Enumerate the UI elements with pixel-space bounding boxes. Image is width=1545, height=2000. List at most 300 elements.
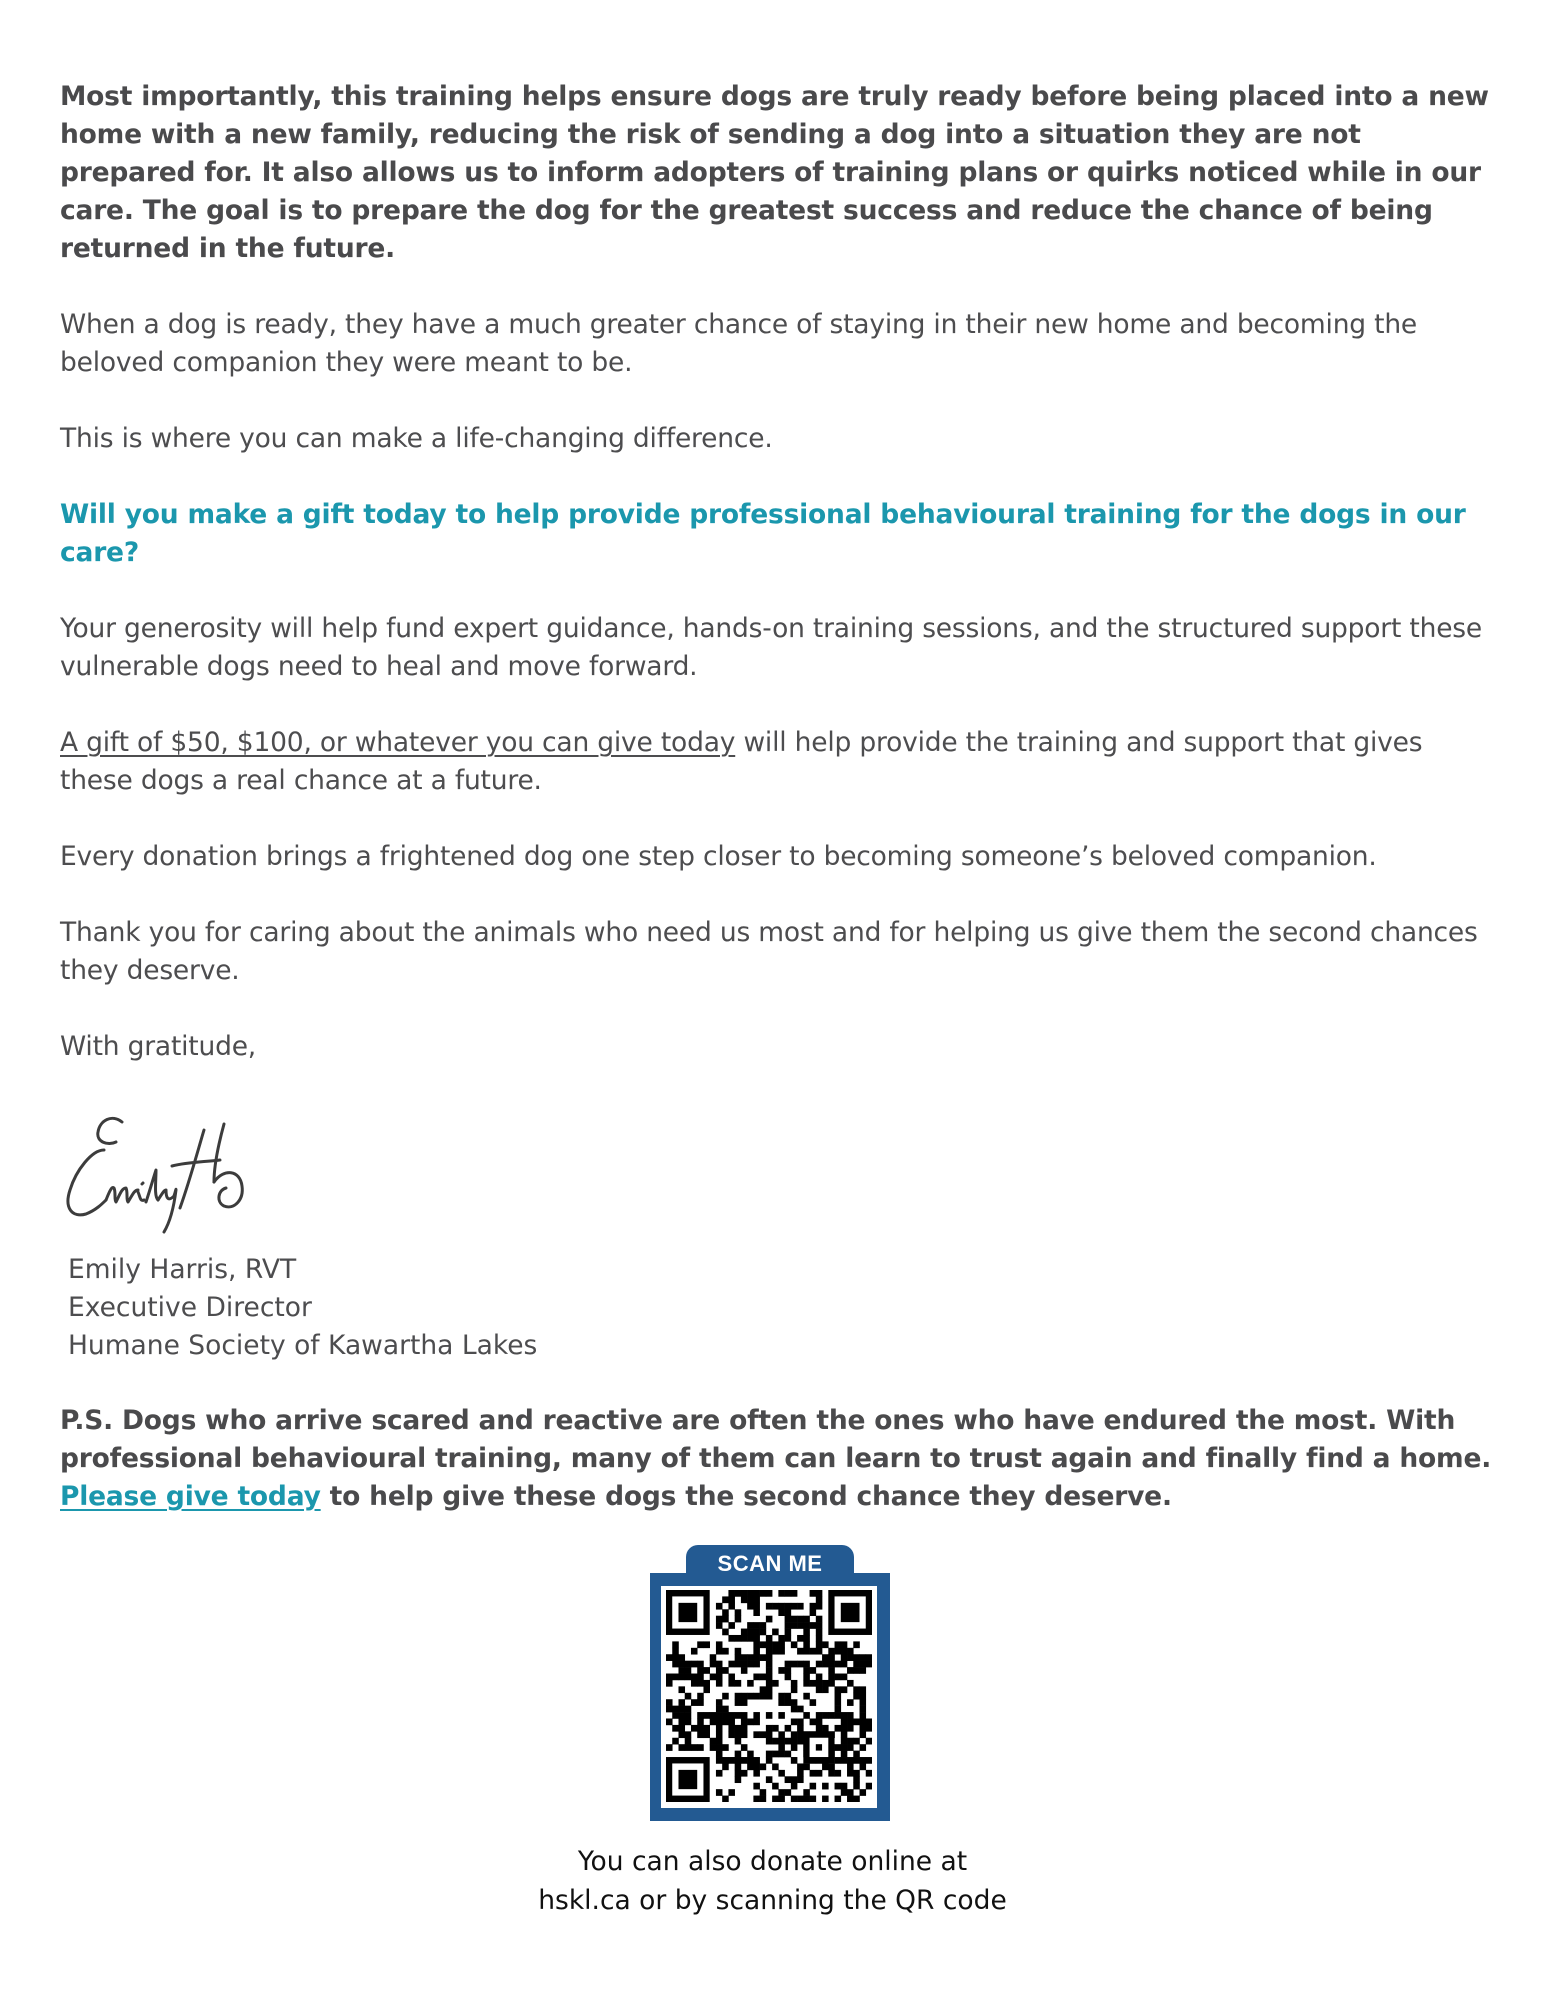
paragraph-ready: When a dog is ready, they have a much greater chance of staying in their new home and becoming the beloved companion they were meant to be. — [60, 309, 1418, 378]
qr-module — [666, 1680, 673, 1687]
qr-module — [741, 1654, 748, 1661]
qr-module — [772, 1629, 779, 1636]
qr-module — [810, 1783, 817, 1790]
qr-module — [797, 1706, 804, 1713]
qr-module — [741, 1590, 748, 1597]
qr-module — [847, 1699, 854, 1706]
qr-module — [803, 1635, 810, 1642]
qr-module — [741, 1770, 748, 1777]
signer-organization: Humane Society of Kawartha Lakes — [68, 1330, 538, 1361]
qr-module — [703, 1641, 710, 1648]
qr-module — [860, 1667, 867, 1674]
qr-module — [791, 1641, 798, 1648]
qr-module — [772, 1603, 779, 1610]
qr-module — [866, 1661, 872, 1668]
qr-module — [741, 1635, 748, 1642]
qr-module — [791, 1686, 798, 1693]
qr-module — [747, 1629, 754, 1636]
qr-module — [828, 1674, 835, 1681]
qr-module — [678, 1603, 697, 1622]
qr-module — [766, 1757, 773, 1764]
qr-module — [847, 1744, 854, 1751]
qr-module — [847, 1725, 854, 1732]
qr-module — [722, 1718, 729, 1725]
qr-module — [672, 1712, 679, 1719]
qr-module — [716, 1751, 723, 1758]
qr-module — [678, 1718, 685, 1725]
qr-module — [803, 1693, 810, 1700]
qr-module — [816, 1603, 823, 1610]
qr-module — [735, 1699, 742, 1706]
qr-module — [716, 1770, 723, 1777]
donation-ask-heading: Will you make a gift today to help provide professional behavioural training for the dogs in our care? — [60, 499, 1466, 568]
qr-module — [697, 1674, 704, 1681]
qr-module — [722, 1629, 729, 1636]
qr-module — [703, 1712, 710, 1719]
qr-module — [741, 1699, 748, 1706]
qr-module — [678, 1731, 685, 1738]
qr-module — [778, 1712, 785, 1719]
qr-module — [860, 1699, 867, 1706]
qr-module — [822, 1641, 829, 1648]
qr-module — [828, 1770, 835, 1777]
qr-module — [860, 1661, 867, 1668]
qr-module — [722, 1712, 729, 1719]
qr-code-badge[interactable] — [650, 1545, 890, 1821]
qr-module — [760, 1622, 767, 1629]
qr-module — [672, 1641, 679, 1648]
qr-module — [847, 1757, 854, 1764]
qr-module — [816, 1718, 823, 1725]
qr-module — [841, 1674, 848, 1681]
qr-module — [772, 1648, 779, 1655]
qr-module — [766, 1616, 773, 1623]
qr-module — [710, 1712, 717, 1719]
qr-module — [766, 1731, 773, 1738]
qr-module — [791, 1744, 798, 1751]
qr-module — [753, 1622, 760, 1629]
qr-module — [747, 1718, 754, 1725]
qr-module — [841, 1648, 848, 1655]
qr-module — [753, 1674, 760, 1681]
qr-module — [728, 1590, 735, 1597]
qr-module — [735, 1712, 742, 1719]
qr-module — [735, 1693, 742, 1700]
qr-module — [766, 1635, 773, 1642]
qr-module — [791, 1590, 798, 1597]
qr-module — [722, 1706, 729, 1713]
qr-module — [841, 1725, 848, 1732]
qr-module — [697, 1725, 704, 1732]
qr-module — [760, 1674, 767, 1681]
qr-module — [741, 1629, 748, 1636]
qr-module — [728, 1622, 735, 1629]
qr-module — [866, 1738, 872, 1745]
qr-module — [847, 1789, 854, 1796]
qr-module — [797, 1661, 804, 1668]
qr-module — [716, 1789, 723, 1796]
qr-module — [678, 1725, 685, 1732]
qr-module — [747, 1603, 754, 1610]
qr-module — [841, 1718, 848, 1725]
qr-module — [716, 1712, 723, 1719]
qr-module — [710, 1654, 717, 1661]
qr-module — [753, 1763, 760, 1770]
qr-module — [860, 1789, 867, 1796]
qr-module — [828, 1763, 835, 1770]
qr-module — [685, 1718, 692, 1725]
qr-module — [803, 1712, 810, 1719]
qr-module — [741, 1757, 748, 1764]
qr-module — [822, 1725, 829, 1732]
qr-module — [703, 1725, 710, 1732]
qr-module — [778, 1693, 785, 1700]
qr-module — [841, 1641, 848, 1648]
qr-module — [853, 1757, 860, 1764]
paragraph-gift-amounts — [60, 724, 1500, 800]
qr-module — [747, 1590, 754, 1597]
qr-module — [691, 1725, 698, 1732]
qr-module — [741, 1661, 748, 1668]
qr-module — [797, 1622, 804, 1629]
qr-module — [722, 1744, 729, 1751]
qr-module — [747, 1763, 754, 1770]
qr-module — [841, 1654, 848, 1661]
qr-module — [860, 1725, 867, 1732]
qr-module — [791, 1706, 798, 1713]
qr-module — [697, 1680, 704, 1687]
qr-module — [753, 1629, 760, 1636]
qr-module — [816, 1680, 823, 1687]
qr-module — [828, 1654, 835, 1661]
qr-module — [847, 1654, 854, 1661]
qr-module — [666, 1699, 673, 1706]
qr-code[interactable] — [666, 1590, 872, 1802]
qr-module — [741, 1693, 748, 1700]
qr-module — [703, 1731, 710, 1738]
please-give-today-link[interactable]: Please give today — [60, 1481, 321, 1512]
qr-module — [728, 1603, 735, 1610]
qr-module — [853, 1654, 860, 1661]
postscript-text: P.S. Dogs who arrive scared and reactive are often the ones who have endured the most. With professional behavioural training, many of them can learn to trust again and finally find a home. — [60, 1405, 1492, 1474]
qr-module — [785, 1674, 792, 1681]
qr-module — [666, 1744, 673, 1751]
qr-module — [835, 1725, 842, 1732]
qr-module — [735, 1680, 742, 1687]
qr-module — [778, 1667, 785, 1674]
qr-module — [785, 1667, 792, 1674]
qr-module — [816, 1641, 823, 1648]
qr-module — [803, 1622, 810, 1629]
qr-module — [722, 1596, 729, 1603]
qr-module — [753, 1757, 760, 1764]
qr-module — [778, 1635, 785, 1642]
qr-module — [860, 1686, 867, 1693]
qr-module — [710, 1718, 717, 1725]
qr-module — [797, 1763, 804, 1770]
qr-frame — [650, 1573, 890, 1821]
qr-module — [778, 1789, 785, 1796]
qr-module — [728, 1789, 735, 1796]
qr-module — [691, 1699, 698, 1706]
qr-module — [716, 1757, 723, 1764]
qr-module — [716, 1667, 723, 1674]
qr-module — [835, 1796, 842, 1802]
qr-module — [697, 1641, 704, 1648]
qr-module — [678, 1770, 697, 1789]
qr-module — [853, 1661, 860, 1668]
qr-module — [772, 1783, 779, 1790]
qr-module — [735, 1609, 742, 1616]
qr-module — [822, 1712, 829, 1719]
qr-module — [728, 1731, 735, 1738]
qr-module — [816, 1686, 823, 1693]
qr-module — [860, 1706, 867, 1713]
qr-module — [666, 1718, 673, 1725]
qr-module — [822, 1796, 829, 1802]
qr-module — [841, 1744, 848, 1751]
qr-module — [760, 1590, 767, 1597]
qr-module — [685, 1744, 692, 1751]
qr-module — [853, 1776, 860, 1783]
qr-module — [678, 1667, 685, 1674]
qr-module — [847, 1712, 854, 1719]
qr-module — [672, 1725, 679, 1732]
qr-module — [785, 1616, 792, 1623]
qr-module — [747, 1680, 754, 1687]
qr-module — [741, 1712, 748, 1719]
qr-module — [735, 1731, 742, 1738]
qr-module — [847, 1763, 854, 1770]
qr-module — [828, 1661, 835, 1668]
qr-module — [822, 1783, 829, 1790]
qr-module — [672, 1648, 679, 1655]
qr-module — [772, 1763, 779, 1770]
qr-module — [853, 1718, 860, 1725]
qr-module — [691, 1674, 698, 1681]
qr-module — [760, 1789, 767, 1796]
qr-module — [803, 1661, 810, 1668]
qr-module — [766, 1751, 773, 1758]
qr-module — [753, 1693, 760, 1700]
qr-module — [816, 1712, 823, 1719]
qr-module — [728, 1725, 735, 1732]
qr-module — [791, 1603, 798, 1610]
qr-module — [853, 1667, 860, 1674]
qr-module — [728, 1635, 735, 1642]
qr-module — [747, 1635, 754, 1642]
qr-module — [810, 1622, 817, 1629]
postscript — [60, 1402, 1500, 1516]
qr-module — [666, 1674, 673, 1681]
qr-module — [853, 1641, 860, 1648]
qr-module — [866, 1725, 872, 1732]
qr-module — [760, 1641, 767, 1648]
qr-module — [753, 1648, 760, 1655]
qr-module — [772, 1641, 779, 1648]
qr-module — [797, 1725, 804, 1732]
qr-module — [822, 1763, 829, 1770]
qr-module — [716, 1699, 723, 1706]
qr-module — [841, 1789, 848, 1796]
qr-module — [735, 1770, 742, 1777]
qr-module — [816, 1616, 823, 1623]
qr-module — [853, 1693, 860, 1700]
qr-module — [753, 1796, 760, 1802]
qr-module — [835, 1783, 842, 1790]
qr-module — [797, 1738, 804, 1745]
qr-module — [766, 1686, 773, 1693]
qr-module — [672, 1738, 679, 1745]
qr-module — [866, 1770, 872, 1777]
qr-module — [678, 1699, 685, 1706]
qr-module — [747, 1757, 754, 1764]
qr-module — [791, 1783, 798, 1790]
qr-module — [816, 1725, 823, 1732]
qr-module — [685, 1693, 692, 1700]
qr-module — [766, 1674, 773, 1681]
qr-module — [722, 1648, 729, 1655]
qr-module — [703, 1667, 710, 1674]
qr-module — [803, 1648, 810, 1655]
qr-module — [797, 1796, 804, 1802]
qr-module — [741, 1731, 748, 1738]
qr-module — [697, 1744, 704, 1751]
qr-module — [678, 1674, 685, 1681]
qr-module — [678, 1654, 685, 1661]
footer-line-2: hskl.ca or by scanning the QR code — [538, 1885, 1007, 1916]
qr-module — [803, 1796, 810, 1802]
qr-module — [766, 1738, 773, 1745]
qr-module — [860, 1693, 867, 1700]
qr-module — [741, 1667, 748, 1674]
qr-module — [722, 1616, 729, 1623]
qr-module — [803, 1763, 810, 1770]
qr-module — [672, 1706, 679, 1713]
qr-module — [785, 1603, 792, 1610]
qr-module — [672, 1661, 679, 1668]
qr-module — [778, 1603, 785, 1610]
qr-module — [678, 1661, 685, 1668]
qr-module — [785, 1590, 792, 1597]
qr-module — [810, 1667, 817, 1674]
qr-module — [810, 1718, 817, 1725]
qr-module — [760, 1763, 767, 1770]
qr-module — [772, 1796, 779, 1802]
qr-module — [722, 1763, 729, 1770]
qr-module — [803, 1680, 810, 1687]
qr-module — [722, 1796, 729, 1802]
qr-module — [797, 1731, 804, 1738]
qr-module — [747, 1654, 754, 1661]
qr-module — [778, 1641, 785, 1648]
qr-module — [716, 1744, 723, 1751]
qr-module — [728, 1674, 735, 1681]
qr-module — [666, 1654, 673, 1661]
qr-module — [778, 1751, 785, 1758]
qr-module — [816, 1648, 823, 1655]
qr-module — [716, 1706, 723, 1713]
scan-me-label: SCAN ME — [717, 1551, 823, 1576]
postscript-text-end: to help give these dogs the second chance they deserve. — [320, 1481, 1172, 1512]
qr-module — [841, 1738, 848, 1745]
qr-module — [691, 1648, 698, 1655]
qr-module — [835, 1661, 842, 1668]
qr-module — [860, 1757, 867, 1764]
handwritten-signature — [64, 1110, 274, 1235]
qr-module — [816, 1596, 823, 1603]
qr-module — [753, 1661, 760, 1668]
qr-module — [766, 1667, 773, 1674]
qr-module — [816, 1590, 823, 1597]
qr-module — [666, 1706, 673, 1713]
qr-module — [785, 1635, 792, 1642]
qr-module — [716, 1616, 723, 1623]
qr-module — [847, 1648, 854, 1655]
qr-module — [697, 1731, 704, 1738]
qr-module — [760, 1731, 767, 1738]
qr-module — [828, 1712, 835, 1719]
qr-module — [853, 1796, 860, 1802]
qr-module — [841, 1686, 848, 1693]
qr-module — [866, 1718, 872, 1725]
qr-module — [728, 1596, 735, 1603]
qr-module — [866, 1654, 872, 1661]
qr-module — [716, 1680, 723, 1687]
qr-module — [810, 1609, 817, 1616]
qr-module — [791, 1718, 798, 1725]
qr-module — [860, 1654, 867, 1661]
qr-module — [810, 1590, 817, 1597]
qr-module — [747, 1596, 754, 1603]
qr-module — [835, 1699, 842, 1706]
qr-module — [785, 1776, 792, 1783]
qr-module — [853, 1751, 860, 1758]
qr-module — [716, 1648, 723, 1655]
qr-module — [791, 1680, 798, 1687]
qr-module — [810, 1603, 817, 1610]
qr-module — [716, 1731, 723, 1738]
qr-module — [722, 1693, 729, 1700]
qr-module — [828, 1680, 835, 1687]
qr-module — [791, 1731, 798, 1738]
qr-module — [716, 1661, 723, 1668]
qr-module — [785, 1661, 792, 1668]
qr-module — [772, 1725, 779, 1732]
qr-module — [822, 1686, 829, 1693]
qr-module — [753, 1731, 760, 1738]
qr-module — [835, 1686, 842, 1693]
qr-module — [847, 1718, 854, 1725]
qr-module — [728, 1712, 735, 1719]
qr-module — [785, 1751, 792, 1758]
qr-module — [753, 1712, 760, 1719]
qr-module — [785, 1789, 792, 1796]
qr-module — [791, 1616, 798, 1623]
qr-module — [791, 1699, 798, 1706]
qr-module — [747, 1693, 754, 1700]
qr-module — [753, 1770, 760, 1777]
qr-module — [772, 1738, 779, 1745]
qr-module — [691, 1680, 698, 1687]
qr-module — [778, 1731, 785, 1738]
qr-module — [766, 1654, 773, 1661]
qr-module — [853, 1686, 860, 1693]
qr-module — [728, 1718, 735, 1725]
qr-module — [835, 1706, 842, 1713]
qr-module — [803, 1616, 810, 1623]
qr-module — [753, 1783, 760, 1790]
